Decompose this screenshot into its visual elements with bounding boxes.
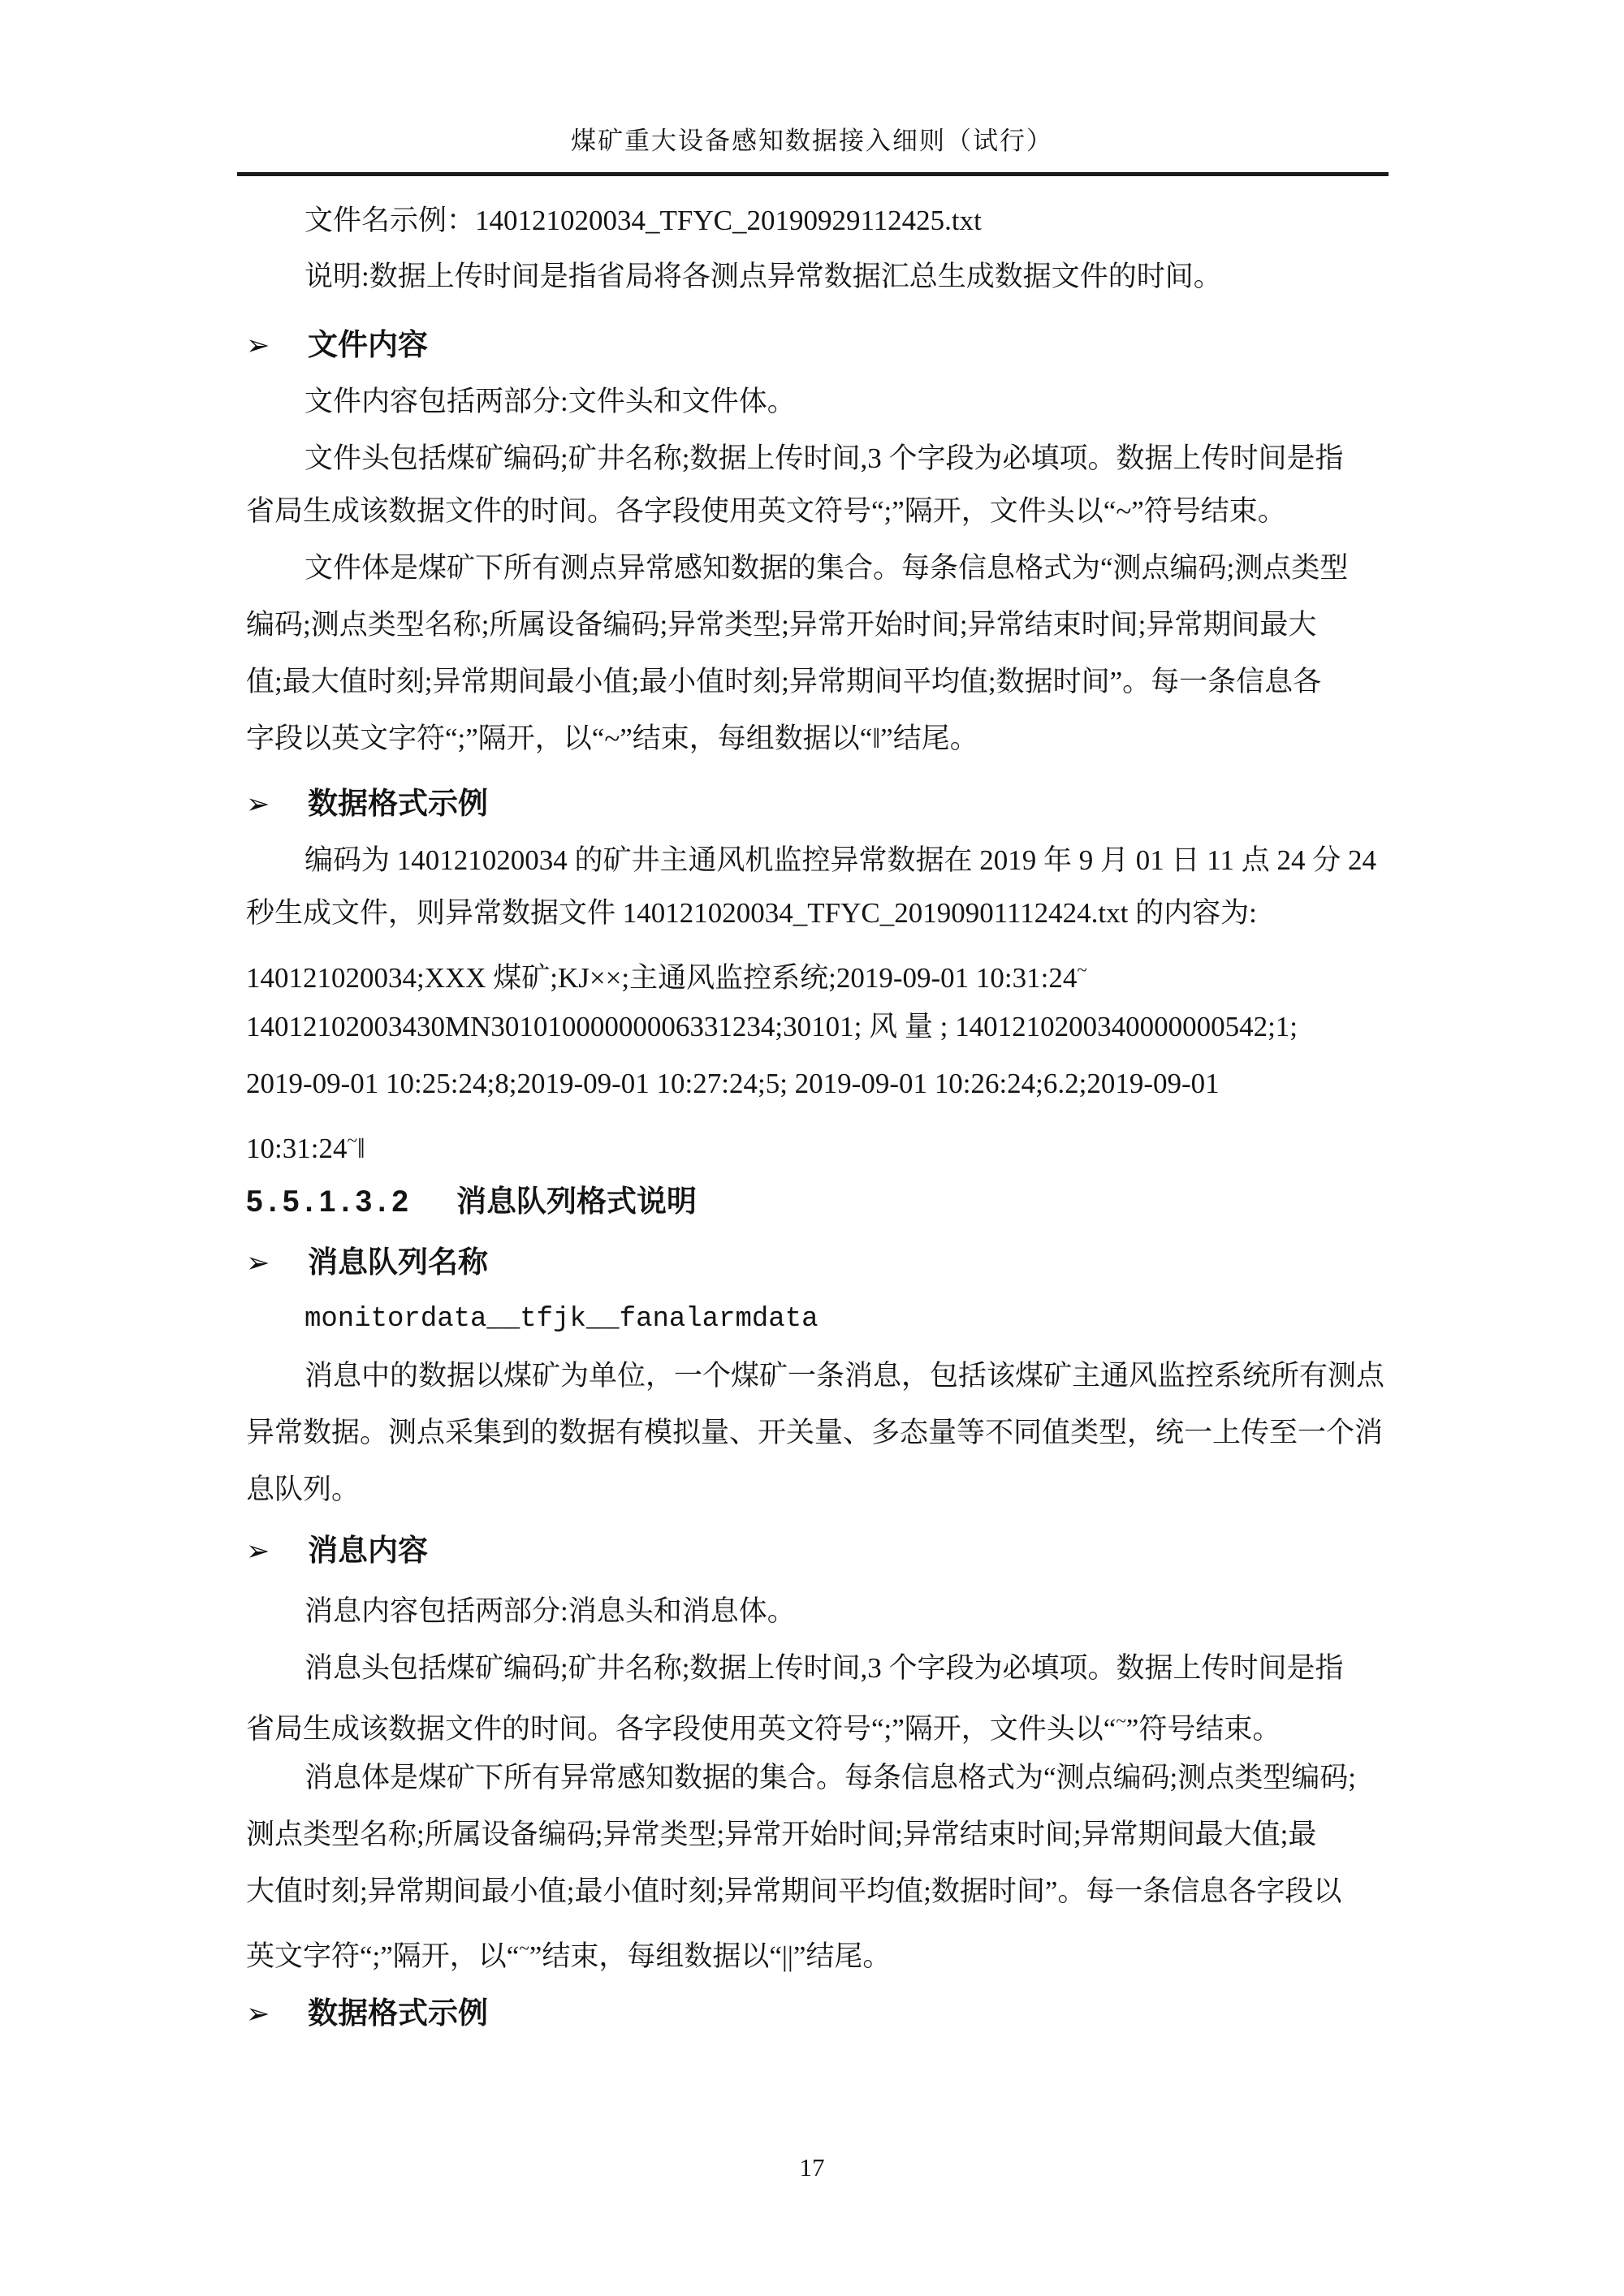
body-line <box>246 1055 1220 1112</box>
text-run: 文件体是煤矿下所有测点异常感知数据的集合。每条信息格式为“测点编码;测点类型 <box>304 552 1349 584</box>
body-line <box>246 483 1286 540</box>
text-run: 消息中的数据以煤矿为单位，一个煤矿一条消息，包括该煤矿主通风监控系统所有测点 <box>304 1360 1385 1392</box>
bullet-heading <box>246 775 488 832</box>
body-line <box>246 942 1087 999</box>
arrow-bullet-icon: ➢ <box>246 330 270 361</box>
text-run: 异常数据。测点采集到的数据有模拟量、开关量、多态量等不同值类型，统一上传至一个消 <box>246 1417 1384 1448</box>
text-run: 消息内容包括两部分:消息头和消息体。 <box>304 1595 796 1627</box>
body-line <box>246 1405 1383 1461</box>
page-number: 17 <box>799 2153 825 2182</box>
body-line <box>246 1693 1281 1750</box>
text-run: 说明:数据上传时间是指省局将各测点异常数据汇总生成数据文件的时间。 <box>304 261 1222 292</box>
text-run: 息队列。 <box>246 1474 361 1505</box>
superscript-tilde: ~ <box>1077 960 1087 980</box>
text-run: monitordata__tfjk__fanalarmdata <box>304 1304 818 1335</box>
header-rule <box>237 172 1389 176</box>
arrow-bullet-icon: ➢ <box>246 1998 270 2030</box>
text-run: 文件名示例：140121020034_TFYC_20190929112425.txt <box>304 205 982 236</box>
superscript-tilde: ~ <box>347 1130 357 1150</box>
text-run: 大值时刻;异常期间最小值;最小值时刻;异常期间平均值;数据时间”。每一条信息各字段以 <box>246 1875 1342 1907</box>
body-line <box>246 1750 1356 1806</box>
body-line <box>246 1863 1341 1920</box>
body-line <box>246 710 978 767</box>
text-run: 消息队列格式说明 <box>456 1185 698 1218</box>
body-line <box>246 1112 365 1169</box>
text-run: 消息内容 <box>308 1534 428 1567</box>
text-run: 编码;测点类型名称;所属设备编码;异常类型;异常开始时间;异常结束时间;异常期间最大 <box>246 609 1317 641</box>
text-run: 数据格式示例 <box>308 787 488 820</box>
text-run: 数据格式示例 <box>308 1996 488 2030</box>
body-line <box>246 430 1343 487</box>
body-line <box>246 654 1321 710</box>
text-run: 英文字符“;”隔开，以“ <box>246 1940 520 1972</box>
arrow-bullet-icon: ➢ <box>246 788 270 820</box>
text-run: 10:31:24 <box>246 1133 348 1164</box>
text-run: 消息头包括煤矿编码;矿井名称;数据上传时间,3 个字段为必填项。数据上传时间是指 <box>304 1652 1344 1684</box>
text-run: 消息体是煤矿下所有异常感知数据的集合。每条信息格式为“测点编码;测点类型编码; <box>304 1762 1356 1793</box>
arrow-bullet-icon: ➢ <box>246 1535 270 1567</box>
text-run: 2019-09-01 10:25:24;8;2019-09-01 10:27:24;5; 2019-09-01 10:26:24;6.2;2019-09-01 <box>246 1068 1220 1099</box>
text-run: 140121020034;XXX 煤矿;KJ××;主通风监控系统;2019-09-01 10:31:24 <box>246 962 1078 994</box>
page-header-title: 煤矿重大设备感知数据接入细则（试行） <box>571 127 1053 155</box>
text-run: 省局生成该数据文件的时间。各字段使用英文符号“;”隔开，文件头以“ <box>246 1713 1116 1745</box>
body-line <box>246 192 982 249</box>
superscript-tilde: ~ <box>1116 1711 1126 1731</box>
body-line <box>246 540 1348 597</box>
text-run: ‖ <box>356 1133 365 1164</box>
text-run: ”结束，每组数据以“||”结尾。 <box>529 1940 892 1972</box>
section-number: 5.5.1.3.2 <box>246 1185 415 1218</box>
text-run: 文件内容 <box>308 328 428 361</box>
body-line <box>246 1348 1384 1405</box>
body-line <box>246 885 1257 942</box>
text-run: 14012102003430MN30101000000006331234;30101; 风 量 ; 1401210200340000000542;1; <box>246 1011 1298 1042</box>
bullet-heading <box>246 1522 428 1579</box>
text-run: 文件内容包括两部分:文件头和文件体。 <box>304 386 796 417</box>
body-line <box>246 999 1298 1055</box>
text-run: 秒生成文件，则异常数据文件 140121020034_TFYC_20190901112424.txt 的内容为: <box>246 897 1257 929</box>
body-line <box>246 248 1222 305</box>
text-run: 值;最大值时刻;异常期间最小值;最小值时刻;异常期间平均值;数据时间”。每一条信息各 <box>246 666 1322 697</box>
section-heading <box>246 1173 697 1230</box>
text-run: 字段以英文字符“;”隔开，以“~”结束，每组数据以“‖”结尾。 <box>246 723 978 754</box>
superscript-tilde: ~ <box>519 1938 529 1958</box>
mono-line <box>246 1291 818 1348</box>
body-line <box>246 832 1376 889</box>
text-run: 省局生成该数据文件的时间。各字段使用英文符号“;”隔开，文件头以“~”符号结束。 <box>246 495 1286 527</box>
body-line <box>246 597 1316 654</box>
bullet-heading <box>246 1985 488 2042</box>
text-run: 文件头包括煤矿编码;矿井名称;数据上传时间,3 个字段为必填项。数据上传时间是指 <box>304 442 1344 474</box>
bullet-heading <box>246 317 428 373</box>
text-run: ”符号结束。 <box>1125 1713 1281 1745</box>
text-run: 编码为 140121020034 的矿井主通风机监控异常数据在 2019 年 9 月 01 日 11 点 24 分 24 <box>304 844 1376 876</box>
body-line <box>246 373 796 430</box>
body-line <box>246 1461 360 1518</box>
body-line <box>246 1920 891 1977</box>
body-line <box>246 1806 1316 1863</box>
bullet-heading <box>246 1234 488 1291</box>
arrow-bullet-icon: ➢ <box>246 1247 270 1279</box>
body-line <box>246 1640 1343 1697</box>
body-line <box>246 1583 796 1640</box>
text-run: 测点类型名称;所属设备编码;异常类型;异常开始时间;异常结束时间;异常期间最大值;最 <box>246 1819 1317 1850</box>
text-run: 消息队列名称 <box>308 1245 488 1279</box>
